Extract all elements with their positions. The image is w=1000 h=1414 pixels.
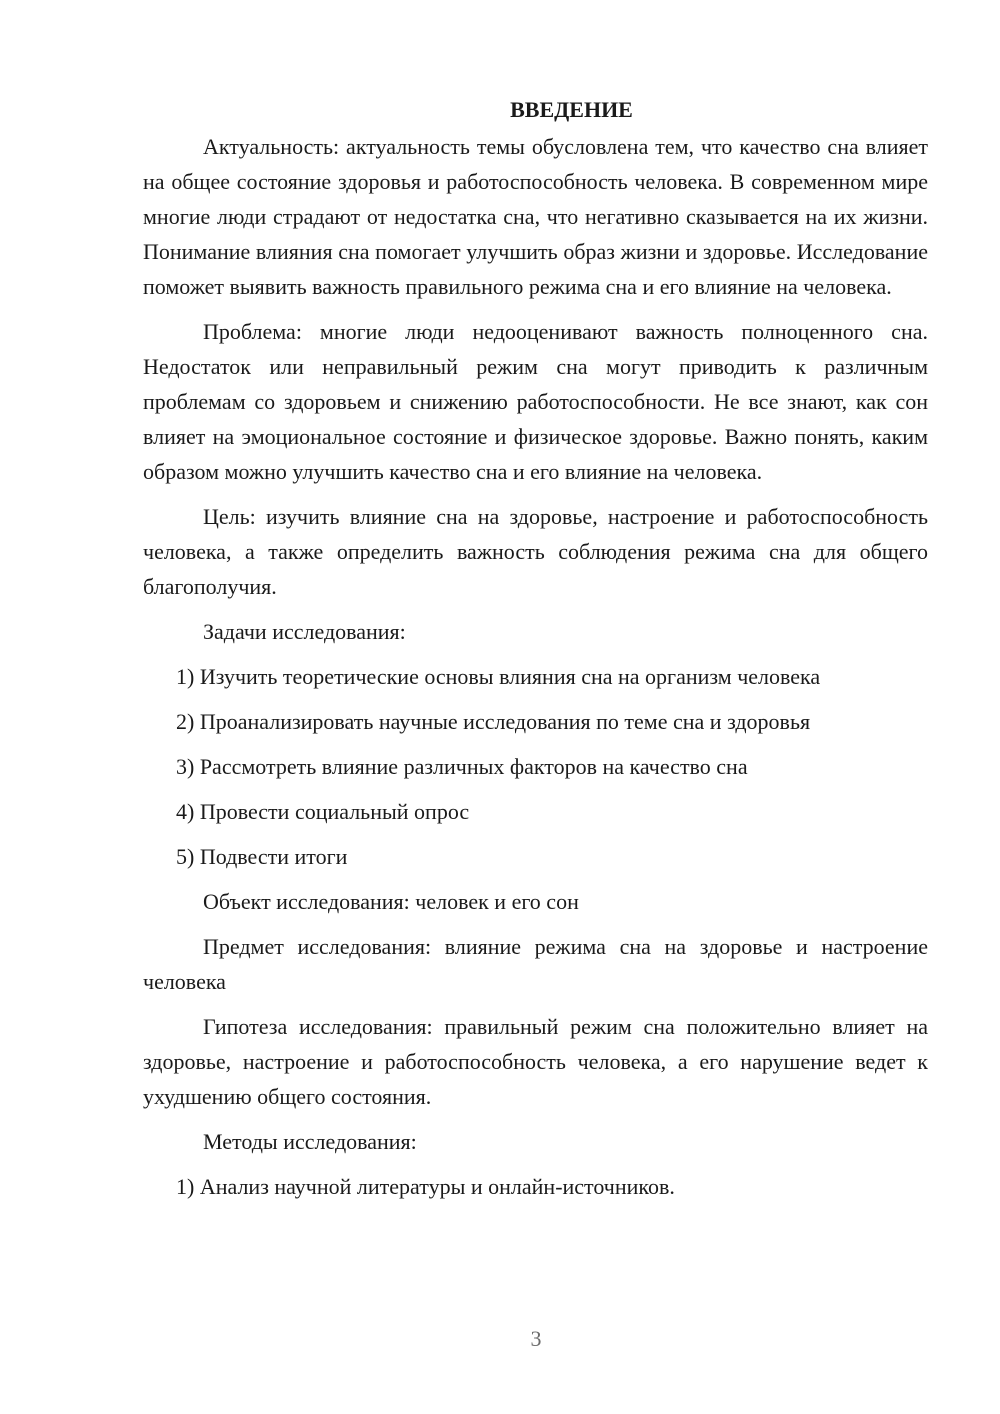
document-page xyxy=(143,92,928,1214)
object-line: Объект исследования: человек и его сон xyxy=(203,889,579,914)
page-title: ВВЕДЕНИЕ xyxy=(510,97,633,122)
task-item-2: 2) Проанализировать научные исследования по теме сна и здоровья xyxy=(176,709,811,734)
tasks-heading: Задачи исследования: xyxy=(203,619,406,644)
page-number: 3 xyxy=(530,1326,542,1351)
problem-paragraph: Проблема: многие люди недооценивают важность полноценного сна. Недостаток или неправильный режим сна могут приводить к различным проблемам со здоровьем и снижению работоспособности. Не все знают, как сон влияет на эмоциональное состояние и физическое здоровье. Важно понять, каким образом можно улучшить качество сна и его влияние на человека. xyxy=(143,319,928,484)
subject-paragraph: Предмет исследования: влияние режима сна на здоровье и настроение человека xyxy=(143,934,928,994)
methods-heading: Методы исследования: xyxy=(203,1129,417,1154)
task-item-4: 4) Провести социальный опрос xyxy=(176,799,470,824)
method-item-1: 1) Анализ научной литературы и онлайн-источников. xyxy=(176,1174,675,1199)
goal-paragraph: Цель: изучить влияние сна на здоровье, настроение и работоспособность человека, а также определить важность соблюдения режима сна для общего благополучия. xyxy=(143,504,928,599)
hypothesis-paragraph: Гипотеза исследования: правильный режим сна положительно влияет на здоровье, настроение и работоспособность человека, а его нарушение ведет к ухудшению общего состояния. xyxy=(143,1014,928,1109)
task-item-3: 3) Рассмотреть влияние различных факторов на качество сна xyxy=(176,754,748,779)
task-item-5: 5) Подвести итоги xyxy=(176,844,348,869)
task-item-1: 1) Изучить теоретические основы влияния сна на организм человека xyxy=(176,664,821,689)
relevance-paragraph: Актуальность: актуальность темы обусловлена тем, что качество сна влияет на общее состояние здоровья и работоспособность человека. В современном мире многие люди страдают от недостатка сна, что негативно сказывается на их жизни. Понимание влияния сна помогает улучшить образ жизни и здоровье. Исследование поможет выявить важность правильного режима сна и его влияние на человека. xyxy=(143,134,928,299)
